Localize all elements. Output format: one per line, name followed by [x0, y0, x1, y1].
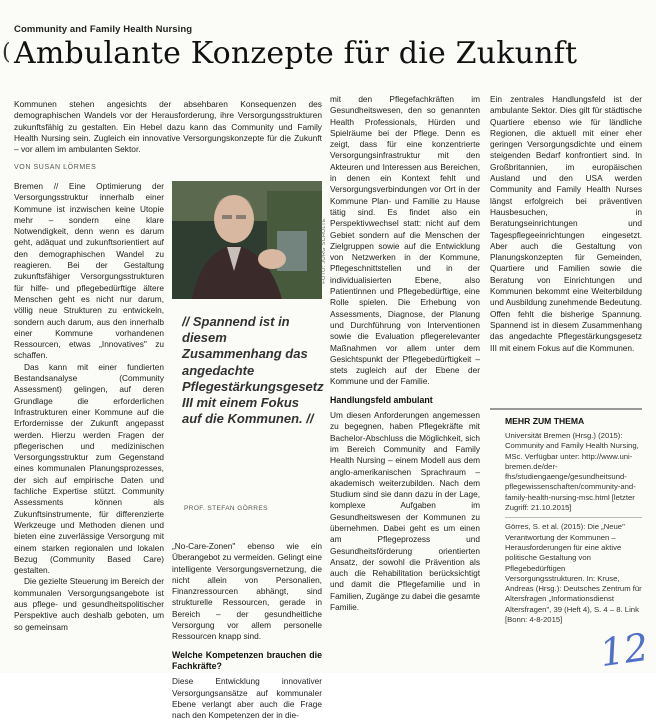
portrait-illustration — [172, 181, 322, 299]
sidebar-more-on-topic — [490, 408, 642, 625]
handwritten-page-number: 12 — [597, 624, 652, 676]
section-heading: Handlungsfeld ambulant — [330, 394, 433, 405]
sidebar-reference: Universität Bremen (Hrsg.) (2015): Community and Family Health Nursing, MSc. Verfügbar unter: http://www.uni-bremen.de/der-fhs/studiengaenge/gesundheitsund-pflegewissenschaften/community-and-family-health-nursing-msc.html [letzter Zugriff: 21.10.2015] — [505, 431, 639, 513]
article-column-4 — [490, 94, 642, 354]
paragraph: „No-Care-Zonen" ebenso wie ein Überangebot zu vermeiden. Gelingt eine intelligente Versorgungsvernetzung, die nicht allein von Personalien, Finanzressourcen abhängt, sind strukturelle Ressourcen, gerade in Bereich – der gesundheitliche Versorgung vor allem personelle Ressourcen knapp sind. — [172, 541, 322, 642]
pull-quote: // Spannend ist in diesem Zusammenhang das angedachte Pflegestärkungsgesetz III mit einem Fokus auf die Kommunen. // — [182, 314, 324, 427]
article-column-3 — [330, 94, 480, 613]
paragraph: Das kann mit einer fundierten Bestandsanalyse (Community Assessment) gelingen, auf deren Grundlage die erforderlichen Infrastrukturen einer Kommune auf die Erfordernisse der Zukunft angepasst werden. Hierzu werden Fragen der pflegerischen und medizinischen Versorgungsstruktur zum Gegenstand eines kommunalen Planungsprozesses, der sich auf empirische Daten und fachliche Expertise stützt. Community Assessments können als Zukunftsinstrumente, für differenzierte Werkzeuge und Methoden dienen und bieten eine zuverlässige Versorgung mit einem starken regionalen und lokalen Bezug (Community Based Care) gestalten. — [14, 361, 164, 576]
paragraph: Um diesen Anforderungen angemessen zu begegnen, haben Pflegekräfte mit Bachelor-Abschluss die Möglichkeit, sich im Bereich Community and Family Health Nursing – einem Modell aus dem anglo-amerikanischen Sprachraum – akademisch weiterzubilden. Nach dem Studium sind sie dann dazu in der Lage, komplexe Aufgaben im Gesundheitswesen der Kommunen zu übernehmen. Dabei geht es um einen am Pflegeprozess und Gesundheitsförderung orientierten Ansatz, der sowohl die Prävention als auch die Rehabilitation berücksichtigt und damit die Pflegefamilie und in Familien, Zugänge zu dabei die gesamte Familie. — [330, 410, 480, 613]
sidebar-reference: Görres, S. et al. (2015): Die „Neue" Verantwortung der Kommunen – Herausforderungen für eine aktive politische Gestaltung von Pflegebedürftigen Versorgungsstrukturen. In: Kruse, Andreas (Hrsg.): Deutsches Zentrum für Altersfragen „Informationsdienst Altersfragen", 39 (Heft 4), S. 4 – 8. Link [Bonn: 4-8-2015] — [505, 522, 642, 625]
article-column-1 — [14, 181, 164, 633]
paragraph: Die gezielte Steuerung im Bereich der kommunalen Versorgungsangebote ist aus pflege- und gesundheitspolitischer Perspektive auch deshalb geboten, um so gemeinsam — [14, 576, 164, 632]
article-kicker: Community and Family Health Nursing — [14, 24, 193, 35]
paragraph: Ein zentrales Handlungsfeld ist der ambulante Sektor. Dies gilt für städtische Quartiere ebenso wie für ländliche Regionen, die aktuell mit einer eher geringen Versorgungsdichte und einem steigenden Bedarf konfrontiert sind. In Großbritannien, im europäischen Ausland und den USA werden Community and Family Health Nurses längst erfolgreich bei präventiven Hausbesuchen, in Beratungseinrichtungen und Tagespflegeeinrichtungen eingesetzt. Aber auch die Gestaltung von Planungskonzepten für Gemeinden, Quartiere und Familien sowie die Beratung von Einrichtungen und Kommunen bekommt eine Weiterbildung und Ausbildung zunehmende Bedeutung. Offen fehlt die bisherige Spannung. Spannend ist in diesem Zusammenhang das angedachte Pflegestärkungsgesetz III mit einem Fokus auf die Kommunen. — [490, 94, 642, 353]
sidebar-title: MEHR ZUM THEMA — [505, 416, 585, 426]
article-headline: Ambulante Konzepte für die Zukunft — [14, 36, 578, 71]
page-bracket-mark: ( — [2, 40, 11, 65]
sidebar-divider — [505, 517, 642, 518]
section-heading: Welche Kompetenzen brauchen die Fachkräfte? — [172, 649, 322, 671]
paragraph: Bremen // Eine Optimierung der Versorgungsstruktur innerhalb einer Kommune ist inzwischen keine Utopie mehr – sondern eine klare Notwendigkeit, denn wenn es darum geht, adäquat und zukunftsorientiert auf den demographischen Wandel zu reagieren. Bei der Gestaltung zukunftsfähiger Versorgungsstrukturen für hilfe- und pflegebedürftige ältere Menschen geht es nicht nur darum, völlig neue Strukturen zu entwickeln, sondern auch darum, aus den innerhalb einer Kommune vorhandenen Ressourcen, etwas „Innovatives" zu schaffen. — [14, 181, 164, 361]
photo-credit: FOTO: JÖRG SCHULTE — [321, 218, 327, 284]
portrait-photo — [172, 181, 322, 299]
article-byline: VON SUSAN LÖRMES — [14, 164, 97, 171]
quote-author: PROF. STEFAN GÖRRES — [184, 505, 268, 512]
paragraph: mit den Pflegefachkräften im Gesundheitswesen, den so genannten Health Professionals, Hürden und Spielräume bei der Pflege. Denn es zeigt, dass für eine konzentrierte Versorgungsinfrastruktur mit den Akteuren und Interessen aus Bereichen, in denen ein Kontext fehlt und Versorgungsverbindungen vor Ort in der Kommune Plan- und Familie zu Hause tätig sind. Es findet also ein Perspektivwechsel statt: nicht auf dem Gebiet sondern auf die Menschen der Zielgruppen sowie auf die Entwicklung von Netzwerken in der Kommune, Pflegeschnittstellen und in der individualisierten Ebene, also Patientinnen und Pflegebedürftige, eine Rolle spielen. Die Erhebung von Assessments, Diagnose, der Planung und Durchführung von Interventionen sowie die Evaluation pflegerelevanter Maßnahmen vor allem unter dem Gesichtspunkt der Pflegebedürftigkeit – stets zugleich auf der Ebene der Kommune und der Familie. — [330, 94, 480, 387]
article-column-2-lower — [172, 541, 322, 721]
article-lead: Kommunen stehen angesichts der absehbaren Konsequenzen des demographischen Wandels vor der Herausforderung, ihre Versorgungsstrukturen zukunftsfähig zu gestalten. Ein Hebel dazu kann das Community und Family Health Nursing sein. Zugleich ein innovative Versorgungskonzepte für die Zukunft – vor allem im ambulanten Sektor. — [14, 99, 322, 155]
paragraph: Diese Entwicklung innovativer Versorgungsansätze auf kommunaler Ebene verlangt aber auch die Frage nach den Kompetenzen der in die- — [172, 676, 322, 721]
